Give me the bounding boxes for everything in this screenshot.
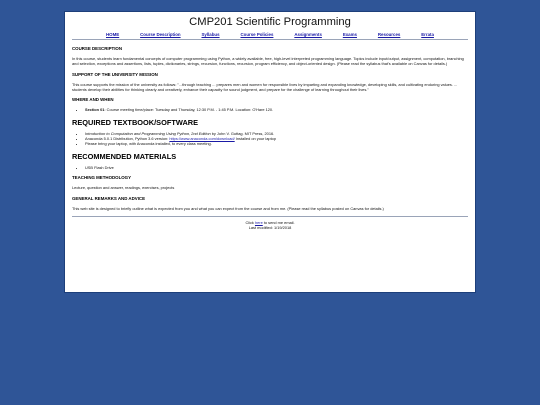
teaching-text: Lecture, question and answer, readings, exercises, projects bbox=[72, 185, 175, 191]
nav-errata[interactable]: Errata bbox=[421, 32, 434, 37]
nav-home[interactable]: HOME bbox=[106, 32, 120, 37]
materials-heading: RECOMMENDED MATERIALS bbox=[72, 151, 177, 161]
book-title: Introduction to Computation and Programming Using Python, 2nd Edition bbox=[85, 130, 211, 136]
footer bbox=[72, 220, 468, 230]
nav-exams[interactable]: Exams bbox=[342, 32, 357, 37]
anaconda-install-note: Installed on your laptop bbox=[234, 136, 276, 141]
remarks-heading: GENERAL REMARKS AND ADVICE bbox=[72, 195, 146, 201]
where-when-heading: WHERE AND WHEN bbox=[72, 97, 114, 103]
list-item bbox=[85, 141, 468, 146]
list-item bbox=[85, 165, 468, 170]
anaconda-download-link[interactable]: https://www.anaconda.com/download/ bbox=[169, 136, 235, 141]
textbook-list bbox=[72, 131, 468, 147]
book-details: by John V. Guttag. MIT Press, 2016. bbox=[210, 130, 275, 136]
materials-list bbox=[72, 165, 468, 170]
where-when-list bbox=[72, 107, 468, 112]
course-page bbox=[64, 11, 476, 293]
last-modified: Last modified: 1/19/2018 bbox=[248, 225, 292, 231]
teaching-heading: TEACHING METHODOLOGY bbox=[72, 175, 132, 181]
nav-syllabus[interactable]: Syllabus bbox=[201, 32, 220, 37]
email-link[interactable]: here bbox=[254, 219, 263, 225]
footer-divider bbox=[72, 216, 468, 217]
section-label: Section 01 bbox=[85, 107, 105, 113]
nav-assignments[interactable]: Assignments bbox=[294, 32, 322, 37]
remarks-text: This web site is designed to briefly outline what is expected from you and what you can expect from the course and from me. (Please read the syllabus posted on Canvas for details.) bbox=[72, 205, 384, 211]
mission-heading: SUPPORT OF THE UNIVERSITY MISSION bbox=[72, 71, 158, 77]
email-suffix: to send me email. bbox=[262, 219, 295, 225]
page-title: CMP201 Scientific Programming bbox=[189, 16, 351, 28]
mission-text: This course supports the mission of the university as follows: "...through teaching ... prepares men and women for responsible lives by imparting and expanding knowledge, developing skills, and cultivating enduring values. ... students develop their abilities for thinking clearly and creatively, enhance their capacity for sound judgment, and prepare for the challenge of learning throughout their lives." bbox=[72, 81, 458, 92]
email-prefix: Click bbox=[245, 219, 255, 225]
material-item: USB Flash Drive bbox=[85, 164, 114, 170]
nav-resources[interactable]: Resources bbox=[377, 32, 401, 37]
textbook-heading: REQUIRED TEXTBOOK/SOFTWARE bbox=[72, 117, 199, 127]
course-description-heading: COURSE DESCRIPTION bbox=[72, 46, 123, 51]
nav-course-description[interactable]: Course Description bbox=[140, 32, 181, 37]
anaconda-text: Anaconda 5.0.1 Distribution, Python 3.6 version: bbox=[85, 136, 170, 141]
nav-course-policies[interactable]: Course Policies bbox=[240, 32, 274, 37]
section-text: : Course meeting time/place: Tuesday and Thursday, 12:30 P.M. - 1:45 P.M. Location: O'Hare 120. bbox=[104, 107, 274, 113]
top-nav bbox=[72, 32, 468, 37]
laptop-note: Please bring your laptop, with Anaconda installed, to every class meeting. bbox=[85, 141, 212, 147]
list-item bbox=[85, 107, 468, 112]
nav-divider bbox=[72, 39, 468, 40]
course-description-text: In this course, students learn fundamental concepts of computer programming using Python, a widely available, free, high-level interpreted programming language. Topics include input/output, assignment, computation, branching and selection, exceptions and assertions, lists, tuples, dictionaries, strings, recursion, functions, recursion, program efficiency, and object-oriented design. (Please read the syllabus that's available on Canvas for details.) bbox=[72, 56, 464, 67]
